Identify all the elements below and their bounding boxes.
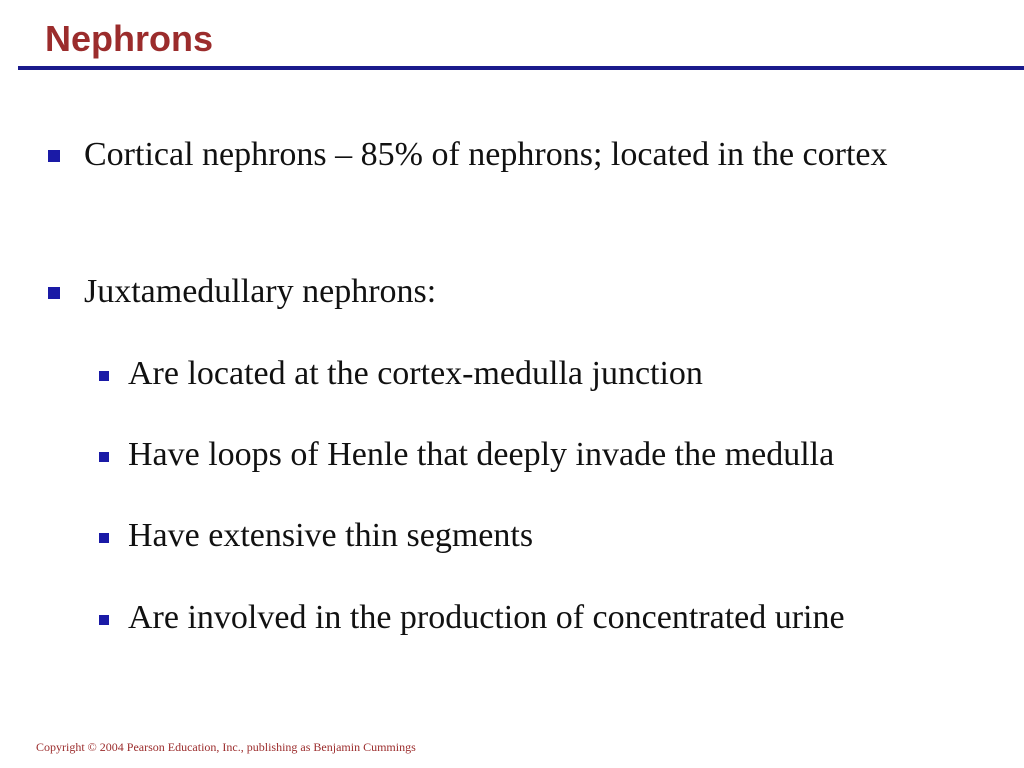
sub-bullet-loops-of-henle bbox=[128, 430, 1008, 480]
slide-title: Nephrons bbox=[45, 18, 214, 59]
square-bullet-icon bbox=[99, 371, 109, 381]
bullet-text: Have loops of Henle that deeply invade the medulla bbox=[128, 436, 835, 473]
bullet-juxtamedullary-nephrons bbox=[84, 267, 1004, 317]
bullet-text: Have extensive thin segments bbox=[128, 517, 534, 554]
copyright-footer: Copyright © 2004 Pearson Education, Inc., publishing as Benjamin Cummings bbox=[36, 740, 416, 754]
bullet-text: Are involved in the production of concentrated urine bbox=[128, 599, 845, 636]
square-bullet-icon bbox=[48, 287, 60, 299]
sub-bullet-thin-segments bbox=[128, 511, 1008, 561]
sub-bullet-location bbox=[128, 349, 1008, 399]
square-bullet-icon bbox=[99, 615, 109, 625]
sub-bullet-concentrated-urine bbox=[128, 593, 1008, 643]
square-bullet-icon bbox=[99, 452, 109, 462]
bullet-text: Cortical nephrons – 85% of nephrons; located in the cortex bbox=[84, 136, 888, 173]
bullet-text: Juxtamedullary nephrons: bbox=[84, 273, 437, 310]
square-bullet-icon bbox=[99, 533, 109, 543]
square-bullet-icon bbox=[48, 150, 60, 162]
title-divider bbox=[18, 66, 1024, 70]
bullet-text: Are located at the cortex-medulla junction bbox=[128, 355, 703, 392]
bullet-cortical-nephrons bbox=[84, 130, 1004, 180]
